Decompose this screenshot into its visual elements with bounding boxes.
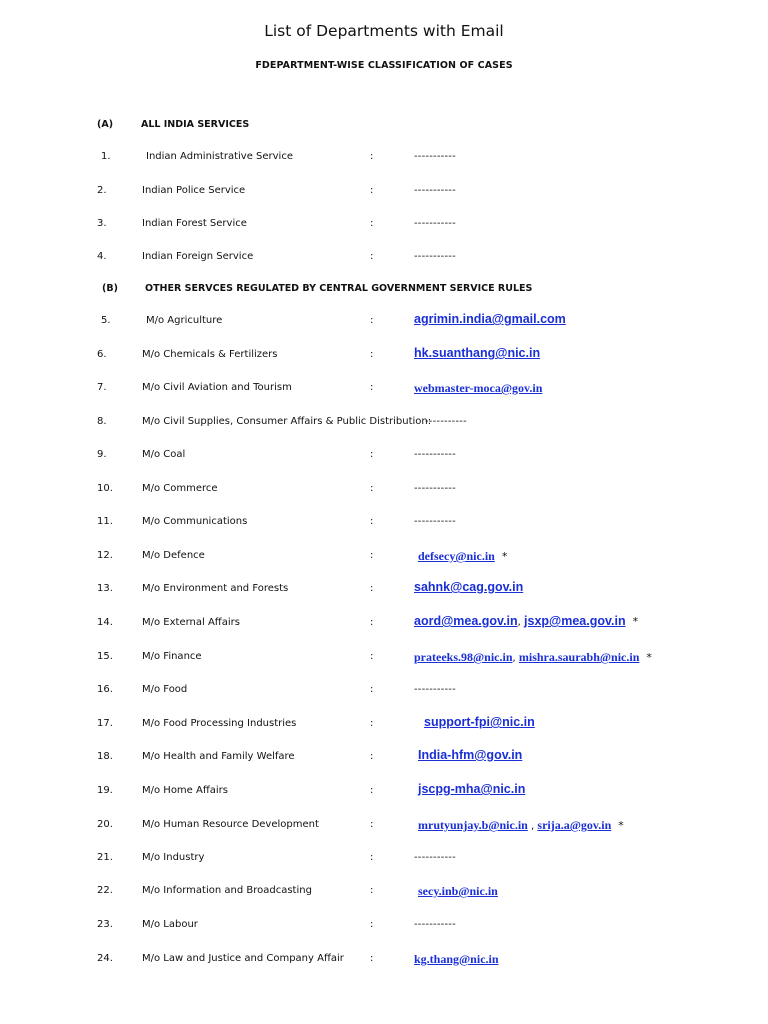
- email-cell: [414, 684, 456, 695]
- table-row: [0, 218, 768, 236]
- email-separator: ,: [527, 821, 538, 832]
- department-name: M/o Industry: [142, 852, 205, 863]
- table-row: [0, 382, 768, 400]
- department-name: M/o Chemicals & Fertilizers: [142, 349, 278, 360]
- empty-value-dashes: -----------: [414, 684, 456, 695]
- row-number: 14.: [97, 617, 113, 628]
- email-cell: [414, 312, 566, 326]
- email-link[interactable]: prateeks.98@nic.in: [414, 650, 513, 664]
- row-colon: :: [370, 919, 374, 930]
- email-link[interactable]: webmaster-moca@gov.in: [414, 381, 543, 395]
- email-cell: [414, 218, 456, 229]
- table-row: [0, 684, 768, 702]
- email-link[interactable]: mishra.saurabh@nic.in: [518, 650, 640, 664]
- department-name: M/o Labour: [142, 919, 198, 930]
- email-link[interactable]: mrutyunjay.b@nic.in: [418, 818, 528, 832]
- department-name: M/o Civil Supplies, Consumer Affairs & Public Distribution:: [142, 416, 432, 427]
- department-name: M/o Civil Aviation and Tourism: [142, 382, 292, 393]
- section-a-text: ALL INDIA SERVICES: [141, 119, 250, 130]
- section-b-text: OTHER SERVCES REGULATED BY CENTRAL GOVERNMENT SERVICE RULES: [145, 283, 533, 294]
- row-colon: :: [370, 449, 374, 460]
- table-row: [0, 715, 768, 736]
- empty-value-dashes: -----------: [414, 852, 456, 863]
- row-colon: :: [370, 516, 374, 527]
- table-row: [0, 748, 768, 769]
- table-row: [0, 151, 768, 169]
- row-number: 12.: [97, 550, 113, 561]
- department-name: M/o Coal: [142, 449, 186, 460]
- table-row: [0, 852, 768, 870]
- email-link[interactable]: sahnk@cag.gov.in: [414, 580, 524, 594]
- row-number: 7.: [97, 382, 107, 393]
- row-number: 21.: [97, 852, 113, 863]
- email-cell: [414, 381, 542, 396]
- email-cell: [418, 782, 525, 796]
- row-colon: :: [370, 550, 374, 561]
- table-row: [0, 483, 768, 501]
- row-colon: :: [370, 151, 374, 162]
- table-row: [0, 449, 768, 467]
- department-name: M/o Commerce: [142, 483, 218, 494]
- table-row: [0, 651, 768, 669]
- asterisk-mark: *: [639, 651, 652, 664]
- row-colon: :: [370, 852, 374, 863]
- email-cell: [414, 852, 456, 863]
- department-name: M/o Health and Family Welfare: [142, 751, 295, 762]
- department-name: M/o Communications: [142, 516, 248, 527]
- asterisk-mark: *: [611, 819, 624, 832]
- row-number: 4.: [97, 251, 107, 262]
- empty-value-dashes: -----------: [414, 185, 456, 196]
- row-number: 15.: [97, 651, 113, 662]
- table-row: [0, 346, 768, 367]
- row-colon: :: [370, 751, 374, 762]
- row-colon: :: [370, 617, 374, 628]
- empty-value-dashes: -----------: [414, 251, 456, 262]
- asterisk-mark: *: [494, 550, 508, 563]
- section-a-label: (A): [97, 119, 114, 130]
- table-row: [0, 516, 768, 534]
- row-number: 2.: [97, 185, 107, 196]
- email-cell: [414, 346, 540, 360]
- email-link[interactable]: India-hfm@gov.in: [418, 748, 523, 762]
- department-name: Indian Administrative Service: [146, 151, 293, 162]
- table-row: [0, 885, 768, 903]
- email-separator: ,: [512, 653, 519, 664]
- empty-value-dashes: -----------: [414, 218, 456, 229]
- empty-value-dashes: -----------: [414, 516, 456, 527]
- row-number: 6.: [97, 349, 107, 360]
- department-name: M/o Defence: [142, 550, 205, 561]
- table-row: [0, 953, 768, 971]
- department-name: M/o Agriculture: [146, 315, 223, 326]
- email-cell: [418, 818, 624, 833]
- section-b-label: (B): [102, 283, 118, 294]
- row-colon: :: [370, 819, 374, 830]
- email-cell: [414, 251, 456, 262]
- row-number: 11.: [97, 516, 113, 527]
- row-colon: :: [370, 218, 374, 229]
- email-cell: [418, 748, 522, 762]
- email-link[interactable]: jsxp@mea.gov.in: [524, 614, 626, 628]
- table-row: [0, 782, 768, 803]
- asterisk-mark: *: [625, 615, 639, 628]
- email-cell: [414, 650, 652, 665]
- row-number: 17.: [97, 718, 113, 729]
- row-number: 5.: [101, 315, 111, 326]
- email-cell: [414, 580, 523, 594]
- department-name: M/o Home Affairs: [142, 785, 228, 796]
- row-number: 1.: [101, 151, 111, 162]
- row-number: 18.: [97, 751, 113, 762]
- row-colon: :: [370, 185, 374, 196]
- page-title: List of Departments with Email: [264, 22, 504, 40]
- row-colon: :: [370, 953, 374, 964]
- department-name: M/o Finance: [142, 651, 202, 662]
- department-name: M/o Information and Broadcasting: [142, 885, 312, 896]
- row-number: 19.: [97, 785, 113, 796]
- table-row: [0, 614, 768, 635]
- email-cell: [414, 449, 456, 460]
- empty-value-dashes: -----------: [414, 483, 456, 494]
- department-name: M/o Environment and Forests: [142, 583, 289, 594]
- row-number: 10.: [97, 483, 113, 494]
- empty-value-dashes: -----------: [414, 151, 456, 162]
- row-number: 8.: [97, 416, 107, 427]
- row-colon: :: [370, 651, 374, 662]
- row-colon: :: [370, 885, 374, 896]
- table-row: [0, 819, 768, 837]
- row-number: 9.: [97, 449, 107, 460]
- department-name: M/o Human Resource Development: [142, 819, 319, 830]
- table-row: [0, 185, 768, 203]
- email-cell: [414, 952, 499, 967]
- email-cell: [418, 549, 507, 564]
- email-link[interactable]: srija.a@gov.in: [537, 818, 612, 832]
- row-colon: :: [370, 251, 374, 262]
- page-subtitle: FDEPARTMENT-WISE CLASSIFICATION OF CASES: [255, 60, 513, 71]
- department-name: M/o Law and Justice and Company Affair: [142, 953, 344, 964]
- department-name: M/o External Affairs: [142, 617, 240, 628]
- email-cell: [414, 919, 456, 930]
- row-colon: :: [370, 718, 374, 729]
- email-cell: [414, 185, 456, 196]
- table-row: [0, 919, 768, 937]
- email-cell: [424, 715, 535, 729]
- email-link[interactable]: support-fpi@nic.in: [424, 715, 535, 729]
- department-name: Indian Foreign Service: [142, 251, 254, 262]
- row-colon: :: [370, 315, 374, 326]
- row-number: 3.: [97, 218, 107, 229]
- row-number: 23.: [97, 919, 113, 930]
- empty-value-dashes: -----------: [414, 919, 456, 930]
- row-colon: :: [370, 483, 374, 494]
- row-colon: :: [370, 684, 374, 695]
- email-link[interactable]: agrimin.india@gmail.com: [414, 312, 566, 326]
- table-row: [0, 251, 768, 269]
- table-row: [0, 550, 768, 568]
- row-number: 22.: [97, 885, 113, 896]
- email-cell: [414, 483, 456, 494]
- department-name: Indian Forest Service: [142, 218, 247, 229]
- row-colon: :: [370, 349, 374, 360]
- row-colon: :: [370, 785, 374, 796]
- email-cell: [414, 516, 456, 527]
- department-name: Indian Police Service: [142, 185, 246, 196]
- email-link[interactable]: defsecy@nic.in: [418, 549, 495, 563]
- department-name: M/o Food Processing Industries: [142, 718, 297, 729]
- email-separator: ,: [517, 617, 525, 628]
- email-cell: [414, 614, 638, 628]
- email-link[interactable]: jscpg-mha@nic.in: [418, 782, 526, 796]
- email-link[interactable]: hk.suanthang@nic.in: [414, 346, 541, 360]
- email-cell: [418, 884, 498, 899]
- table-row: [0, 312, 768, 333]
- row-colon: :: [370, 583, 374, 594]
- table-row: [0, 580, 768, 601]
- row-number: 20.: [97, 819, 113, 830]
- table-row: [0, 416, 768, 434]
- department-name: M/o Food: [142, 684, 188, 695]
- row-number: 13.: [97, 583, 113, 594]
- email-link[interactable]: aord@mea.gov.in: [414, 614, 518, 628]
- email-cell: [414, 151, 456, 162]
- empty-value-dashes: -----------: [425, 416, 467, 427]
- row-number: 16.: [97, 684, 113, 695]
- email-link[interactable]: kg.thang@nic.in: [414, 952, 499, 966]
- empty-value-dashes: -----------: [414, 449, 456, 460]
- row-number: 24.: [97, 953, 113, 964]
- row-colon: :: [370, 382, 374, 393]
- email-link[interactable]: secy.inb@nic.in: [418, 884, 498, 898]
